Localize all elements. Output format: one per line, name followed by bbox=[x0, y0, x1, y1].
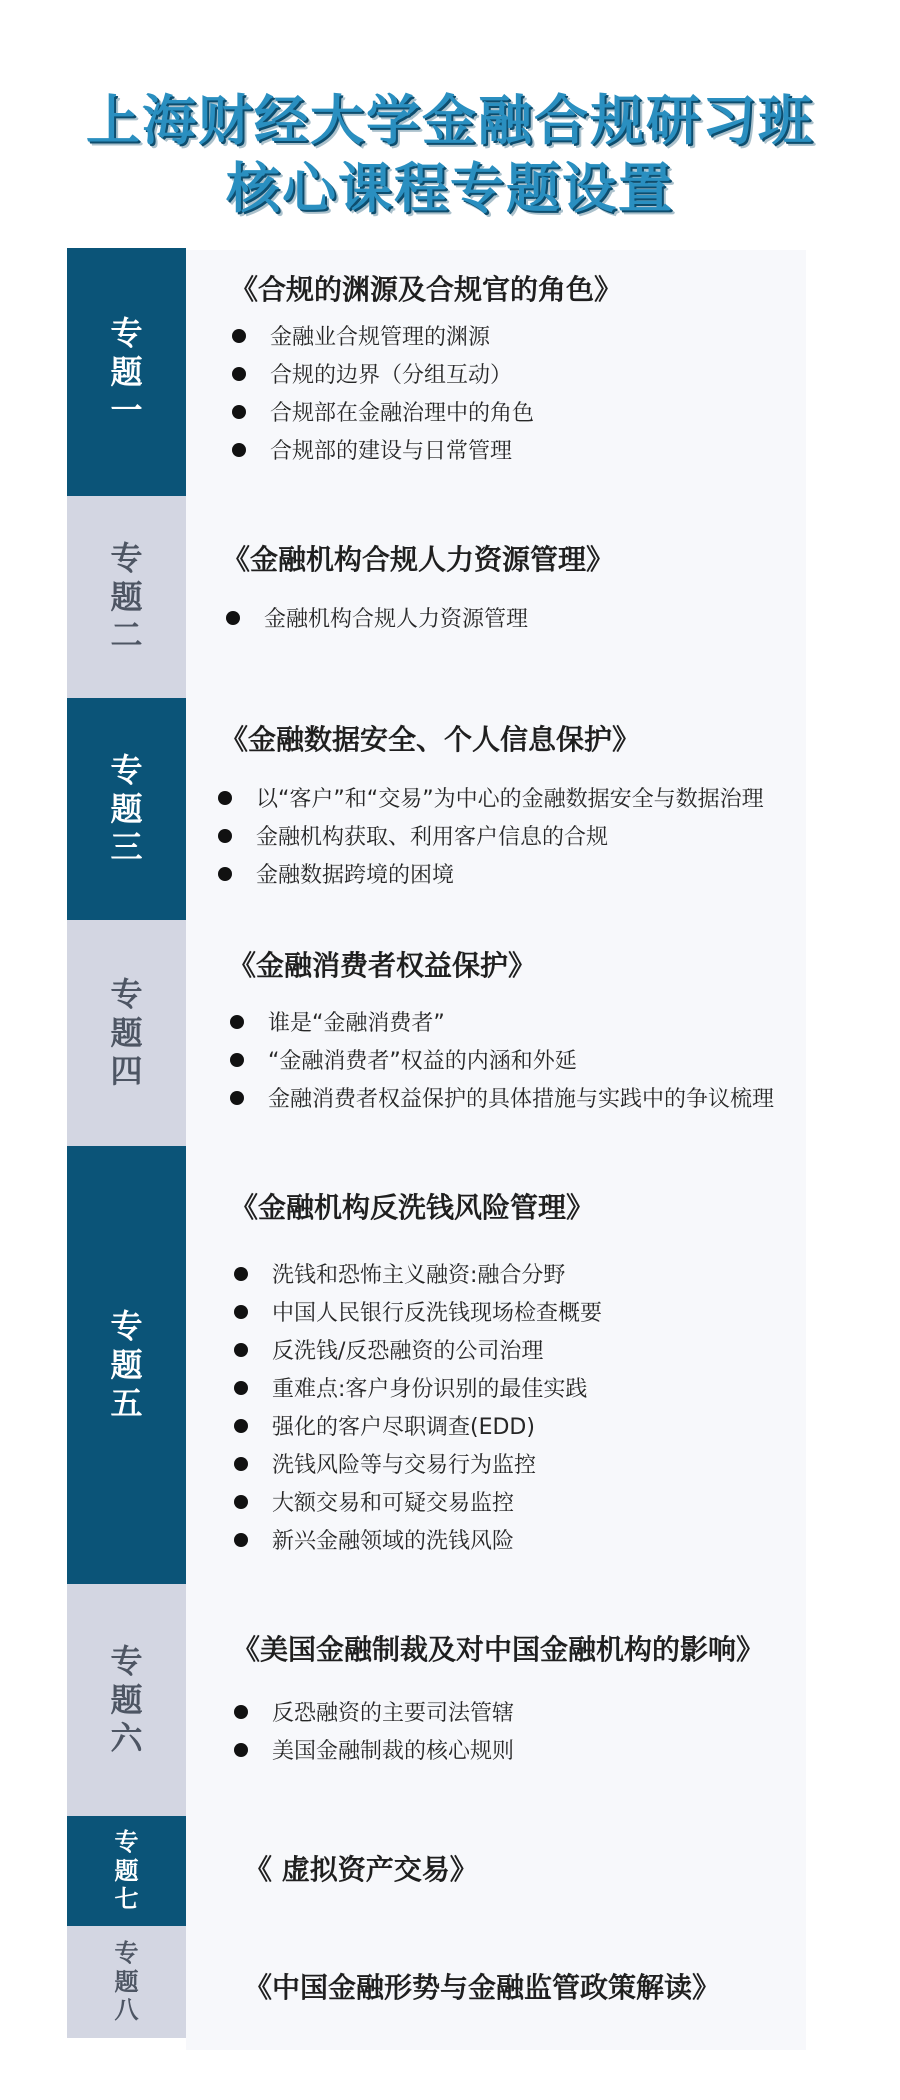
topic-8-label-char-2: 题 bbox=[114, 1967, 139, 1996]
topic-3-label bbox=[67, 698, 186, 920]
topic-5-item: 重难点:客户身份识别的最佳实践 bbox=[234, 1372, 587, 1403]
topic-6-label-char-1: 专 bbox=[110, 1642, 143, 1681]
topic-2-label-char-2: 题 bbox=[110, 577, 143, 616]
topic-4-item: 谁是“金融消费者” bbox=[230, 1006, 445, 1037]
topic-3-item: 金融机构获取、利用客户信息的合规 bbox=[218, 820, 608, 851]
topic-8-title: 《中国金融形势与金融监管政策解读》 bbox=[244, 1971, 721, 2004]
bullet-icon bbox=[234, 1381, 248, 1395]
bullet-icon bbox=[234, 1305, 248, 1319]
bullet-icon bbox=[234, 1267, 248, 1281]
topic-2-label bbox=[67, 496, 186, 698]
topic-6-item: 反恐融资的主要司法管辖 bbox=[234, 1696, 514, 1727]
topic-1-item: 合规部在金融治理中的角色 bbox=[232, 396, 534, 427]
topic-6-label-char-2: 题 bbox=[110, 1680, 143, 1719]
topic-4-item: 金融消费者权益保护的具体措施与实践中的争议梳理 bbox=[230, 1082, 774, 1113]
topic-1-label-char-1: 专 bbox=[110, 314, 143, 353]
bullet-icon bbox=[218, 791, 232, 805]
topic-3-title: 《金融数据安全、个人信息保护》 bbox=[220, 723, 641, 756]
topic-5-item: 大额交易和可疑交易监控 bbox=[234, 1486, 514, 1517]
topic-1-item: 合规的边界（分组互动） bbox=[232, 358, 512, 389]
bullet-icon bbox=[230, 1053, 244, 1067]
bullet-icon bbox=[232, 367, 246, 381]
bullet-icon bbox=[218, 867, 232, 881]
topic-2-label-char-3: 二 bbox=[110, 616, 143, 655]
bullet-icon bbox=[226, 611, 240, 625]
topic-4-title: 《金融消费者权益保护》 bbox=[228, 949, 537, 982]
topic-5-item: 新兴金融领域的洗钱风险 bbox=[234, 1524, 514, 1555]
topic-3-label-char-2: 题 bbox=[110, 789, 143, 828]
bullet-icon bbox=[230, 1091, 244, 1105]
topic-4-label-char-1: 专 bbox=[110, 975, 143, 1014]
topic-1-item: 合规部的建设与日常管理 bbox=[232, 434, 512, 465]
topic-7-label bbox=[67, 1816, 186, 1926]
topic-5-item: 中国人民银行反洗钱现场检查概要 bbox=[234, 1296, 602, 1327]
bullet-icon bbox=[230, 1015, 244, 1029]
topic-1-label-char-3: 一 bbox=[110, 391, 143, 430]
topic-5-item: 反洗钱/反恐融资的公司治理 bbox=[234, 1334, 543, 1365]
bullet-icon bbox=[234, 1343, 248, 1357]
topic-6-label bbox=[67, 1584, 186, 1816]
topic-5-label-char-1: 专 bbox=[110, 1307, 143, 1346]
topic-2-item: 金融机构合规人力资源管理 bbox=[226, 602, 528, 633]
topic-1-label bbox=[67, 248, 186, 496]
topic-6-item: 美国金融制裁的核心规则 bbox=[234, 1734, 514, 1765]
topic-1-label-char-2: 题 bbox=[110, 352, 143, 391]
topic-4-label bbox=[67, 920, 186, 1146]
bullet-icon bbox=[234, 1743, 248, 1757]
bullet-icon bbox=[232, 329, 246, 343]
topic-4-item: “金融消费者”权益的内涵和外延 bbox=[230, 1044, 577, 1075]
topic-5-item: 洗钱和恐怖主义融资:融合分野 bbox=[234, 1258, 565, 1289]
topic-5-label-char-3: 五 bbox=[110, 1384, 143, 1423]
bullet-icon bbox=[234, 1495, 248, 1509]
page-title-line-2: 核心课程专题设置 bbox=[226, 157, 674, 220]
topic-1-title: 《合规的渊源及合规官的角色》 bbox=[230, 273, 623, 306]
topic-5-title: 《金融机构反洗钱风险管理》 bbox=[230, 1191, 595, 1224]
topic-5-item: 强化的客户尽职调查(EDD) bbox=[234, 1410, 535, 1441]
topic-5-label bbox=[67, 1146, 186, 1584]
bullet-icon bbox=[234, 1533, 248, 1547]
topic-8-label-char-1: 专 bbox=[114, 1938, 139, 1967]
topic-7-label-char-3: 七 bbox=[114, 1885, 139, 1914]
topic-5-label-char-2: 题 bbox=[110, 1345, 143, 1384]
topic-2-label-char-1: 专 bbox=[110, 539, 143, 578]
topic-6-title: 《美国金融制裁及对中国金融机构的影响》 bbox=[232, 1633, 765, 1666]
topic-8-label-char-3: 八 bbox=[114, 1996, 139, 2025]
bullet-icon bbox=[232, 405, 246, 419]
bullet-icon bbox=[234, 1705, 248, 1719]
topic-1-item: 金融业合规管理的渊源 bbox=[232, 320, 490, 351]
topic-7-label-char-1: 专 bbox=[114, 1827, 139, 1856]
topic-3-label-char-1: 专 bbox=[110, 751, 143, 790]
topic-3-item: 金融数据跨境的困境 bbox=[218, 858, 454, 889]
bullet-icon bbox=[218, 829, 232, 843]
topic-8-label bbox=[67, 1926, 186, 2038]
bullet-icon bbox=[234, 1457, 248, 1471]
page-title-line-1: 上海财经大学金融合规研习班 bbox=[86, 89, 814, 152]
topic-3-label-char-3: 三 bbox=[110, 828, 143, 867]
topic-7-title: 《 虚拟资产交易》 bbox=[244, 1853, 478, 1886]
topic-7-label-char-2: 题 bbox=[114, 1856, 139, 1885]
topic-6-label-char-3: 六 bbox=[110, 1719, 143, 1758]
topic-2-title: 《金融机构合规人力资源管理》 bbox=[222, 543, 615, 576]
content-background bbox=[186, 250, 806, 2050]
topic-4-label-char-3: 四 bbox=[110, 1052, 143, 1091]
topic-3-item: 以“客户”和“交易”为中心的金融数据安全与数据治理 bbox=[218, 782, 764, 813]
topic-5-item: 洗钱风险等与交易行为监控 bbox=[234, 1448, 536, 1479]
bullet-icon bbox=[232, 443, 246, 457]
topic-4-label-char-2: 题 bbox=[110, 1013, 143, 1052]
bullet-icon bbox=[234, 1419, 248, 1433]
